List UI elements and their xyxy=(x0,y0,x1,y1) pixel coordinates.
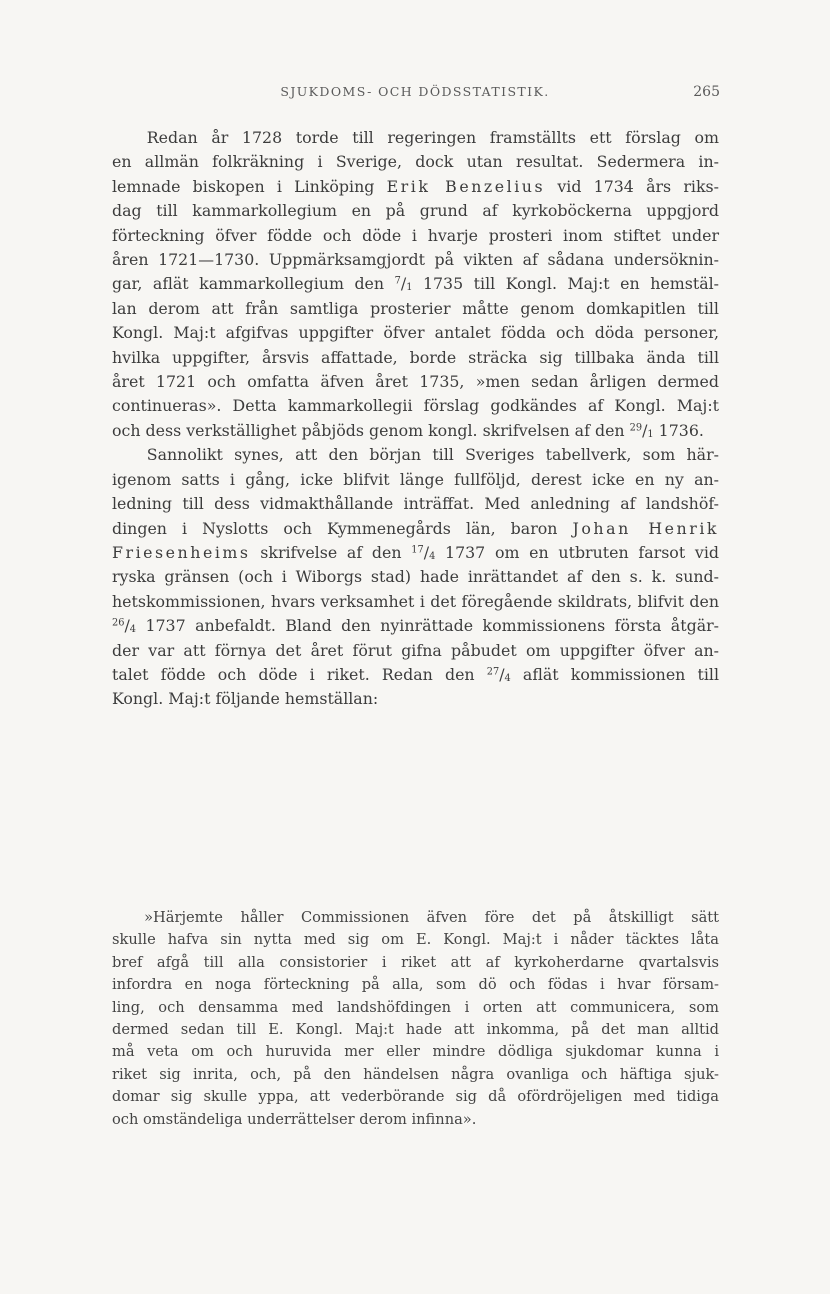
running-head-title: SJUKDOMS- OCH DÖDSSTATISTIK. xyxy=(280,84,550,99)
page-number: 265 xyxy=(693,84,720,100)
text-line: hetskommissionen, hvars verksamhet i det föregående skildrats, blifvit den xyxy=(112,591,719,611)
quote-line: ling, och densamma med landshöfdingen i orten att communicera, som xyxy=(112,998,719,1016)
text-line: Sannolikt synes, att den början till Sveriges tabellverk, som här- xyxy=(146,445,719,465)
date-month: 4 xyxy=(429,550,436,562)
text-line: Kongl. Maj:t följande hemställan: xyxy=(112,689,379,709)
date-day: 27 xyxy=(486,666,500,678)
text-line: Friesenheims skrifvelse af den $^{17}/_4$ 1737 om en utbruten farsot vid xyxy=(112,542,719,562)
text-line: hvilka uppgifter, årsvis affattade, borde sträcka sig tillbaka ända till xyxy=(112,347,719,367)
person-name: Johan Henrik xyxy=(572,518,719,538)
date-day: 17 xyxy=(411,544,424,556)
date-month: 1 xyxy=(406,282,413,294)
running-head xyxy=(110,84,720,104)
person-name: Friesenheims xyxy=(112,542,251,562)
block-quote xyxy=(112,907,719,1131)
quote-line: dermed sedan till E. Kongl. Maj:t hade att inkomma, på det man alltid xyxy=(112,1021,719,1039)
date-day: 26 xyxy=(112,617,125,629)
text-line: lan derom att från samtliga prosterier måtte genom domkapitlen till xyxy=(112,298,719,318)
main-text xyxy=(112,126,719,712)
text-line: gar, aflät kammarkollegium den $^7/_1$ 1735 till Kongl. Maj:t en hemstäl- xyxy=(112,274,719,294)
text-line: åren 1721—1730. Uppmärksamgjordt på vikten af sådana undersöknin- xyxy=(112,250,719,270)
quote-line: må veta om och huruvida mer eller mindre dödliga sjukdomar kunna i xyxy=(112,1043,719,1061)
text-line: talet födde och döde i riket. Redan den $^{27}/_4$ aflät kommissionen till xyxy=(112,664,719,684)
person-name: Erik Benzelius xyxy=(386,176,546,196)
quote-line: infordra en noga förteckning på alla, som dö och födas i hvar försam- xyxy=(112,976,719,994)
text-line: ryska gränsen (och i Wiborgs stad) hade inrättandet af den s. k. sund- xyxy=(112,567,719,587)
date-day: 7 xyxy=(394,276,401,288)
text-line: continueras». Detta kammarkollegii förslag godkändes af Kongl. Maj:t xyxy=(112,396,719,416)
text-line: Redan år 1728 torde till regeringen framställts ett förslag om xyxy=(146,128,719,147)
date-day: 29 xyxy=(629,422,643,434)
text-line: ledning till dess vidmakthållande inträffat. Med anledning af landshöf- xyxy=(112,494,719,514)
quote-line: skulle hafva sin nytta med sig om E. Kongl. Maj:t i nåder täcktes låta xyxy=(112,931,719,949)
quote-line: riket sig inrita, och, på den händelsen några ovanliga och häftiga sjuk- xyxy=(112,1065,719,1083)
text-line: förteckning öfver födde och döde i hvarje prosteri inom stiftet under xyxy=(112,225,719,245)
date-month: 4 xyxy=(129,624,137,636)
date-month: 1 xyxy=(647,428,654,440)
quote-line: och omständeliga underrättelser derom infinna». xyxy=(112,1110,477,1128)
text-line: och dess verkställighet påbjöds genom kongl. skrifvelsen af den $^{29}/_1$ 1736. xyxy=(112,420,704,440)
quote-line: bref afgå till alla consistorier i riket att af kyrkoherdarne qvartalsvis xyxy=(112,953,719,971)
date-month: 4 xyxy=(504,672,511,684)
text-line: dag till kammarkollegium en på grund af kyrkoböckerna uppgjord xyxy=(112,201,719,221)
text-line: igenom satts i gång, icke blifvit länge fullföljd, derest icke en ny an- xyxy=(112,469,719,489)
text-line: dingen i Nyslotts och Kymmenegårds län, baron Johan Henrik xyxy=(112,518,719,538)
text-line: der var att förnya det året förut gifna påbudet om uppgifter öfver an- xyxy=(112,640,719,660)
text-line: Kongl. Maj:t afgifvas uppgifter öfver antalet födda och döda personer, xyxy=(112,323,719,343)
quote-line: domar sig skulle yppa, att vederbörande sig då ofördröjeligen med tidiga xyxy=(112,1088,719,1106)
quote-line: »Härjemte håller Commissionen äfven före det på åtskilligt sätt xyxy=(144,909,719,926)
text-line: lemnade biskopen i Linköping Erik Benzelius vid 1734 års riks- xyxy=(112,176,719,196)
text-line: året 1721 och omfatta äfven året 1735, »men sedan årligen dermed xyxy=(112,372,719,392)
text-line: en allmän folkräkning i Sverige, dock utan resultat. Sedermera in- xyxy=(112,152,719,172)
text-line: $^{26}/_4$ 1737 anbefaldt. Bland den nyinrättade kommissionens första åtgär- xyxy=(112,616,719,636)
